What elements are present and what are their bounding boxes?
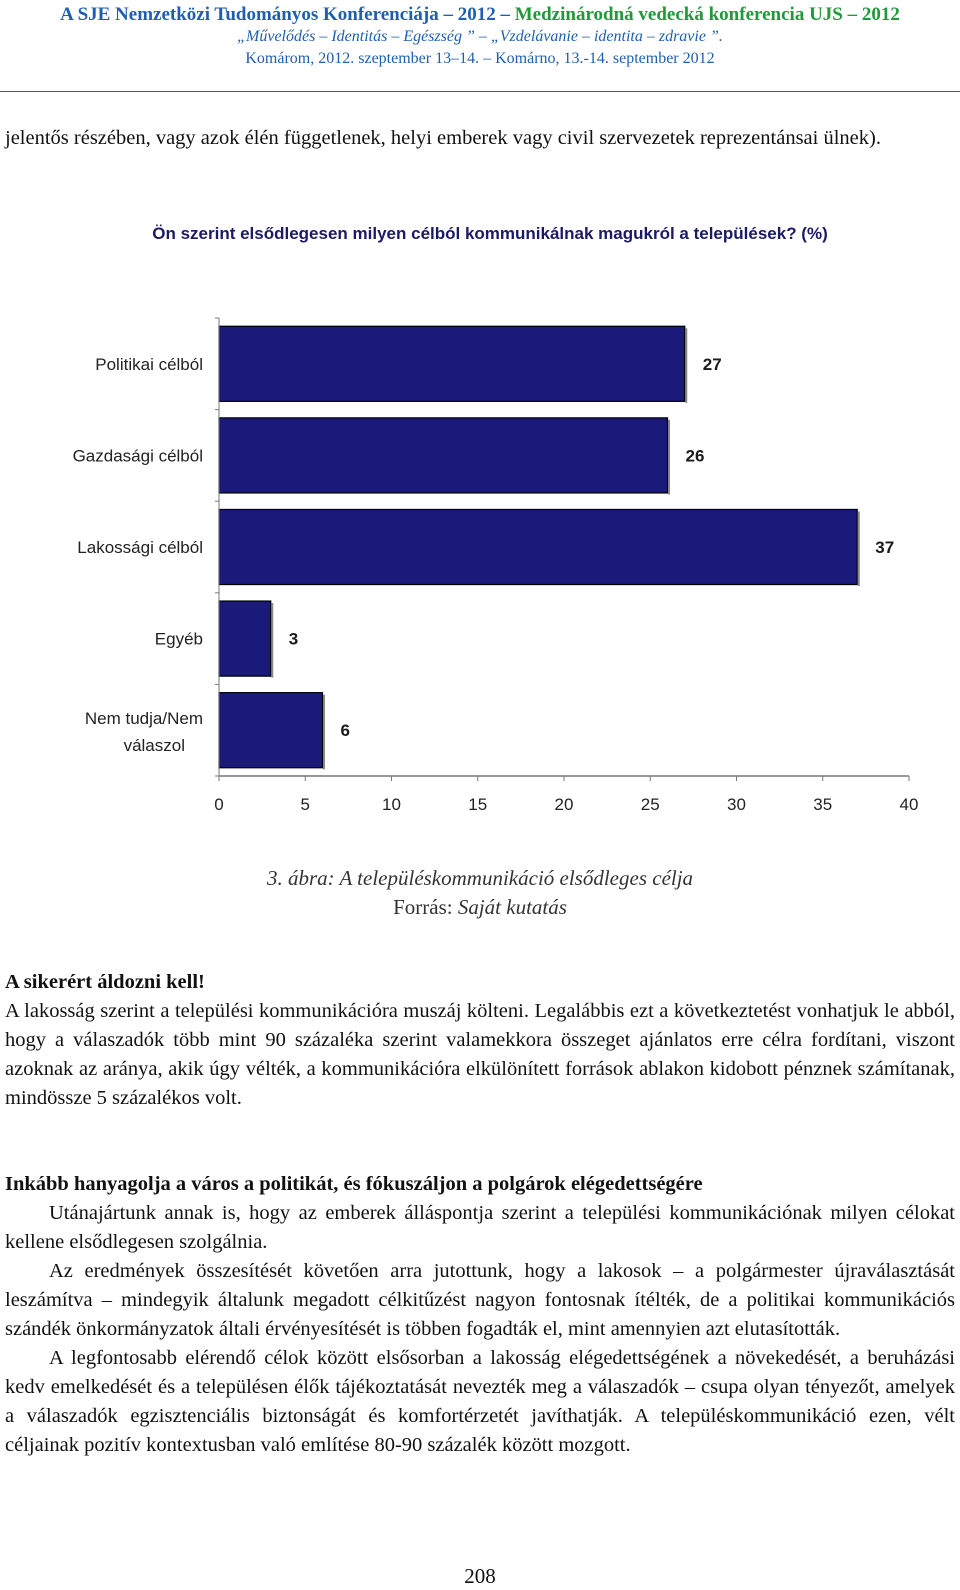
data-label: 3: [288, 629, 299, 649]
section-paragraph: A lakosság szerint a települési kommunikációra muszáj költeni. Legalábbis ezt a következtetést vonhatjuk le abból, hogy a válaszadók több mint 90 százaléka szerint valamekkora összeget ajánlatos erre célra fordítani, viszont azoknak az aránya, akik úgy vélték, a kommunikációra elkülönített források ablakon kidobott pénznek számítanak, mindössze 5 százalékos volt.: [5, 1000, 955, 1109]
x-tick-label: 20: [554, 795, 574, 814]
page-header: [0, 0, 960, 92]
header-date-hu: Komárom, 2012. szeptember 13–14.: [245, 50, 480, 67]
header-title-separator: –: [495, 4, 515, 25]
bar: [219, 601, 271, 676]
figure-source-prefix: Forrás:: [393, 895, 453, 919]
section-investment: [5, 968, 955, 1113]
figure-source: [0, 895, 960, 920]
x-tick-label: 0: [214, 795, 224, 814]
figure-caption: 3. ábra: A településkommunikáció elsődleges célja: [266, 866, 694, 890]
x-tick-label: 30: [727, 795, 746, 814]
header-divider: [0, 91, 960, 92]
section-heading: Inkább hanyagolja a város a politikát, és fókuszáljon a polgárok elégedettségére: [5, 1173, 703, 1195]
category-label: Lakossági célból: [77, 538, 203, 557]
header-conference-title: [0, 4, 960, 26]
bar: [219, 509, 857, 584]
data-label: 26: [685, 446, 705, 466]
header-date-separator: –: [479, 50, 496, 67]
header-title-hu: A SJE Nemzetközi Tudományos Konferenciája – 2012: [60, 4, 496, 25]
x-tick-label: 10: [382, 795, 401, 814]
section-heading: A sikerért áldozni kell!: [5, 971, 205, 993]
section-paragraph: Utánajártunk annak is, hogy az emberek álláspontja szerint a települési kommunikációnak milyen célokat kellene elsődlegesen szolgálnia.: [5, 1202, 955, 1253]
x-tick-label: 15: [468, 795, 488, 814]
data-label: 37: [875, 538, 895, 557]
x-tick-label: 40: [899, 795, 919, 814]
x-tick-label: 25: [640, 795, 660, 814]
data-label: 27: [702, 354, 722, 374]
header-theme: „Művelődés – Identitás – Egészség ” – „Vzdelávanie – identita – zdravie ”.: [237, 28, 723, 45]
section-paragraph: Az eredmények összesítését követően arra jutottunk, hogy a lakosok – a polgármester újraválasztását leszámítva – mindegyik általunk megadott célkitűzést nagyon fontosnak ítélték, de a politikai kommunikációs szándék önkormányzatok általi érvényesítését is többen fogadták el, mint amennyien azt elutasították.: [5, 1260, 955, 1340]
category-label: Egyéb: [154, 629, 203, 649]
header-title-sk: Medzinárodná vedecká konferencia UJS – 2012: [514, 4, 900, 25]
header-place-date: [0, 50, 960, 68]
category-label: válaszol: [123, 736, 185, 756]
bar-chart: [0, 300, 960, 830]
bar: [219, 418, 668, 493]
page-number: 208: [464, 1564, 496, 1588]
category-label: Nem tudja/Nem: [84, 709, 203, 729]
header-date-sk: Komárno, 13.-14. september 2012: [495, 50, 715, 67]
chart-title: Ön szerint elsődlegesen milyen célból kommunikálnak magukról a települések? (%): [152, 224, 828, 243]
data-label: 6: [340, 721, 350, 741]
bar: [219, 693, 323, 768]
figure-source-text: Saját kutatás: [452, 895, 567, 919]
category-label: Gazdasági célból: [72, 446, 203, 466]
category-label: Politikai célból: [95, 354, 203, 374]
x-tick-label: 35: [813, 795, 833, 814]
intro-paragraph: jelentős részében, vagy azok élén függetlenek, helyi emberek vagy civil szervezetek reprezentánsai ülnek).: [5, 127, 881, 149]
section-paragraph: A legfontosabb elérendő célok között elsősorban a lakosság elégedettségének a növekedését, a beruházási kedv emelkedését és a településen élők tájékoztatását nevezték meg a válaszadók – csupa olyan tényezőt, amelyek a válaszadók egzisztenciális biztonságát és komfortérzetét javíthatják. A településkommunikáció ezen, vélt céljainak pozitív kontextusban való említése 80-90 százalék között mozgott.: [5, 1347, 955, 1456]
section-priorities: [5, 1170, 955, 1460]
x-tick-label: 5: [300, 795, 310, 814]
bar: [219, 326, 685, 401]
